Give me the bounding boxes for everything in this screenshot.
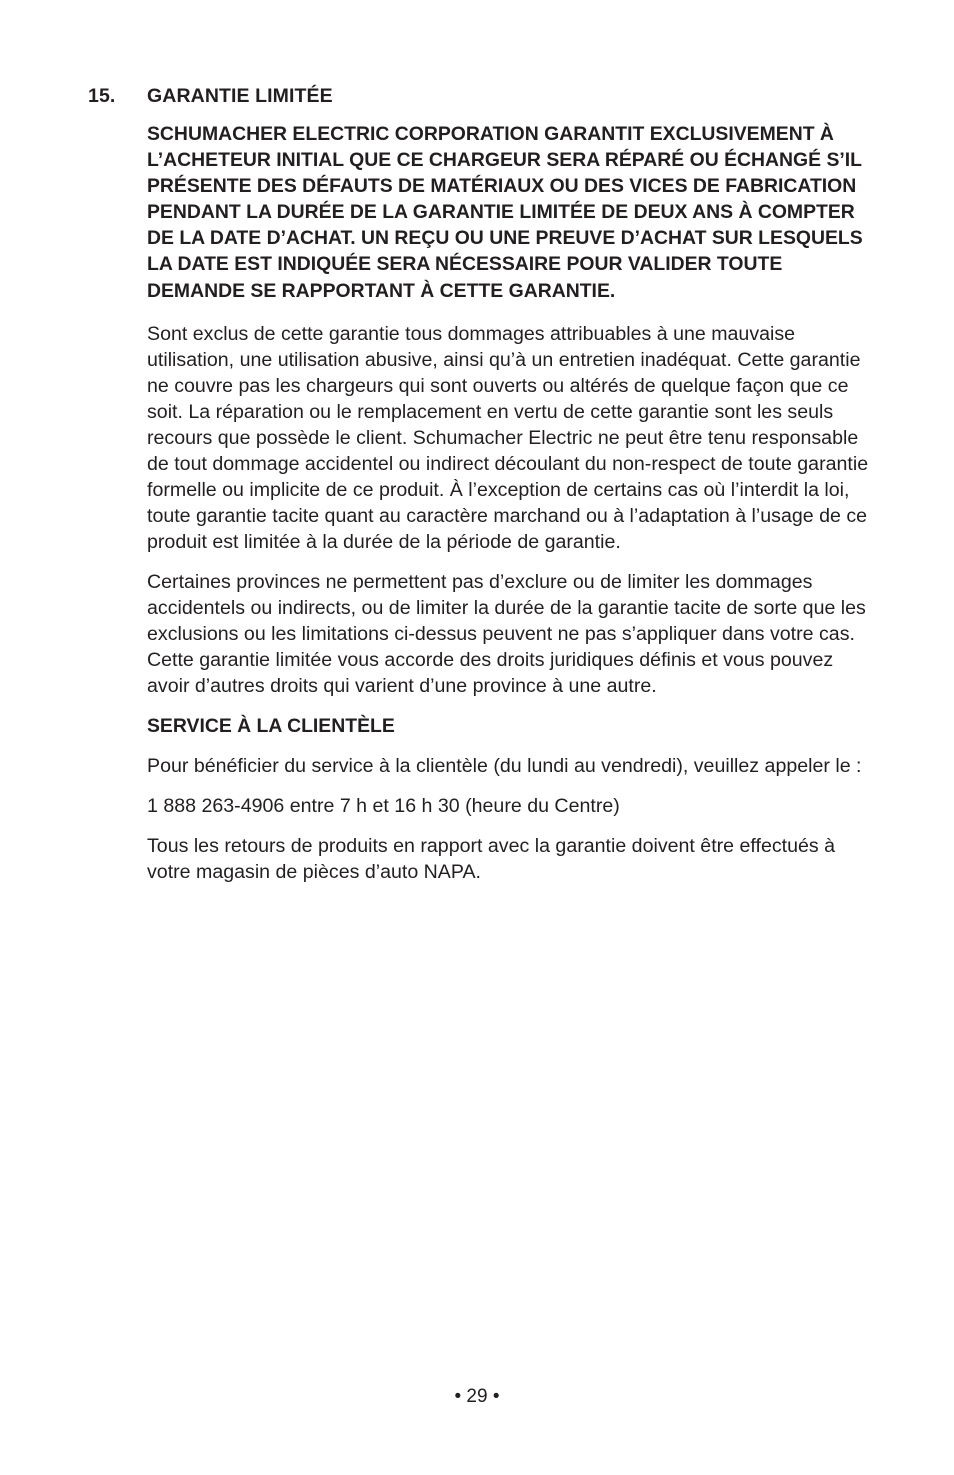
customer-service-heading: SERVICE À LA CLIENTÈLE — [147, 714, 395, 737]
section-title: GARANTIE LIMITÉE — [147, 85, 333, 107]
customer-service-phone: 1 888 263-4906 entre 7 h et 16 h 30 (heure du Centre) — [147, 794, 620, 817]
section-number: 15. — [88, 85, 116, 107]
customer-service-intro: Pour bénéficier du service à la clientèle (du lundi au vendredi), veuillez appeler le : — [147, 754, 862, 777]
provinces-paragraph: Certaines provinces ne permettent pas d’exclure ou de limiter les dommages accidentels ou indirects, ou de limiter la durée de la garantie tacite de sorte que les exclusions ou les limitations ci-dessus peuvent ne pas s’appliquer dans votre cas. Cette garantie limitée vous accorde des droits juridiques définis et vous pouvez avoir d’autres droits qui varient d’une province à une autre. — [147, 570, 866, 697]
exclusions-paragraph: Sont exclus de cette garantie tous dommages attribuables à une mauvaise utilisation, une utilisation abusive, ainsi qu’à un entretien inadéquat. Cette garantie ne couvre pas les chargeurs qui sont ouverts ou altérés de quelque façon que ce soit. La réparation ou le remplacement en vertu de cette garantie sont les seuls recours que possède le client. Schumacher Electric ne peut être tenu responsable de tout dommage accidentel ou indirect découlant du non-respect de toute garantie formelle ou implicite de ce produit. À l’exception de certains cas où l’interdit la loi, toute garantie tacite quant au caractère marchand ou à l’adaptation à l’usage de ce produit est limitée à la durée de la période de garantie. — [147, 322, 869, 553]
warranty-statement: SCHUMACHER ELECTRIC CORPORATION GARANTIT EXCLUSIVEMENT À L’ACHETEUR INITIAL QUE CE CHARGEUR SERA RÉPARÉ OU ÉCHANGÉ S’IL PRÉSENTE DES DÉFAUTS DE MATÉRIAUX OU DES VICES DE FABRICATION PENDANT LA DURÉE DE LA GARANTIE LIMITÉE DE DEUX ANS À COMPTER DE LA DATE D’ACHAT. UN REÇU OU UNE PREUVE D’ACHAT SUR LESQUELS LA DATE EST INDIQUÉE SERA NÉCESSAIRE POUR VALIDER TOUTE DEMANDE SE RAPPORTANT À CETTE GARANTIE. — [147, 123, 863, 302]
returns-paragraph: Tous les retours de produits en rapport avec la garantie doivent être effectués à votre magasin de pièces d’auto NAPA. — [147, 834, 836, 883]
page-number: • 29 • — [454, 1386, 500, 1407]
section-content — [147, 121, 877, 899]
